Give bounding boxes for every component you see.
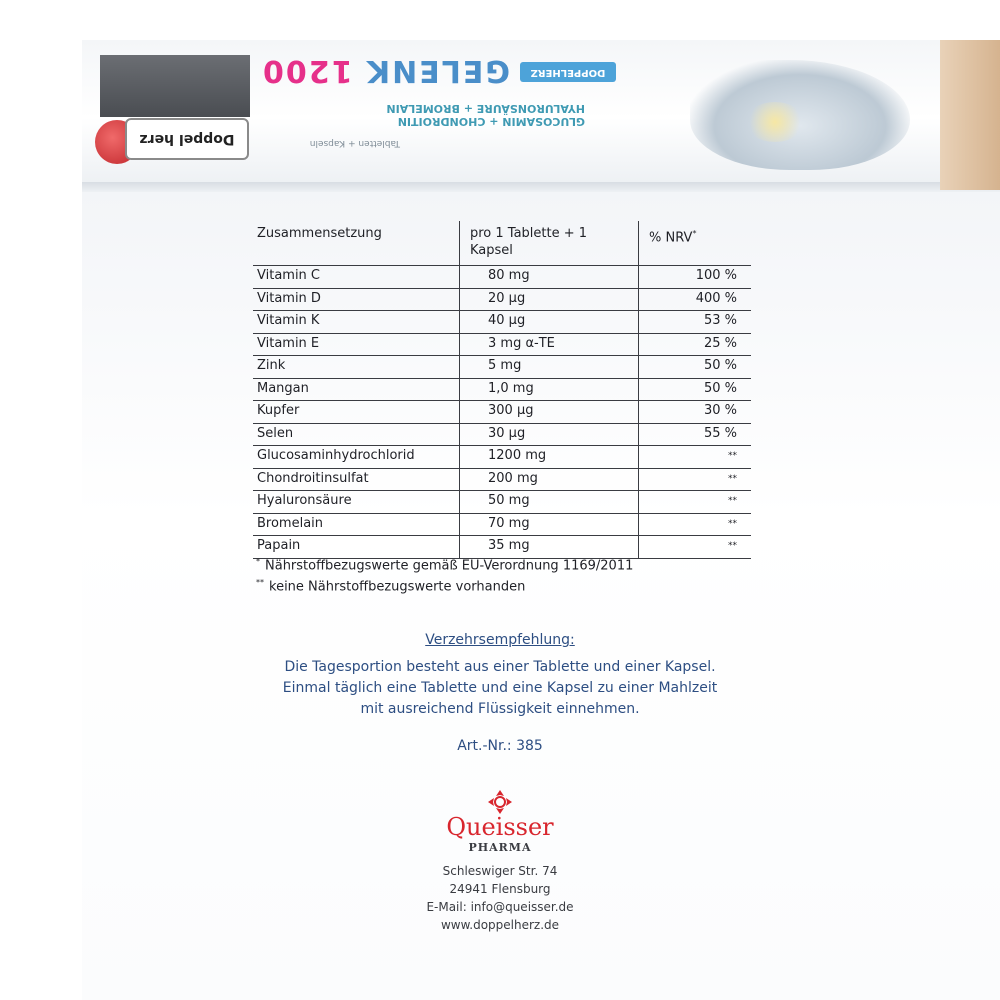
nutrient-nrv: 55 % [639, 423, 752, 446]
table-row [253, 536, 751, 559]
nutrient-amount: 1,0 mg [460, 378, 639, 401]
table-header-row [253, 221, 751, 266]
nutrient-name: Selen [253, 423, 460, 446]
nutrient-name: Glucosaminhydrochlorid [253, 446, 460, 469]
address-email: E-Mail: info@queisser.de [426, 900, 574, 914]
nutrient-name: Mangan [253, 378, 460, 401]
nutrient-name: Bromelain [253, 513, 460, 536]
queisser-logo-icon [486, 788, 514, 816]
company-address [380, 862, 620, 934]
logo-banner [100, 55, 250, 117]
article-number: Art.-Nr.: 385 [457, 738, 543, 754]
nutrient-nrv: 53 % [639, 311, 752, 334]
footnote-1 [256, 557, 633, 573]
brand-logo: Doppel herz [125, 118, 249, 160]
nutrient-amount: 80 mg [460, 266, 639, 289]
table-row [253, 311, 751, 334]
nutrition-table-body [253, 266, 751, 559]
product-name-main: GELENK [364, 53, 510, 88]
table-row [253, 423, 751, 446]
nutrient-nrv: 100 % [639, 266, 752, 289]
nutrient-amount: 70 mg [460, 513, 639, 536]
nutrient-name: Hyaluronsäure [253, 491, 460, 514]
dosage-line-3: mit ausreichend Flüssigkeit einnehmen. [360, 701, 640, 717]
header-nrv [639, 221, 752, 266]
nutrient-amount: 3 mg α-TE [460, 333, 639, 356]
company-subline: PHARMA [468, 841, 532, 854]
table-row [253, 513, 751, 536]
nutrient-amount: 35 mg [460, 536, 639, 559]
footnote-1-mark: * [256, 557, 260, 566]
dosage-recommendation [200, 630, 800, 720]
product-subline [265, 92, 585, 128]
footnote-2-text: keine Nährstoffbezugswerte vorhanden [269, 579, 526, 595]
nutrient-nrv: 50 % [639, 356, 752, 379]
nutrient-nrv: ** [639, 536, 752, 559]
nutrient-nrv: 50 % [639, 378, 752, 401]
nutrient-name: Vitamin K [253, 311, 460, 334]
address-street: Schleswiger Str. 74 [442, 864, 558, 878]
header-per-portion: pro 1 Tablette + 1 Kapsel [460, 221, 639, 266]
product-name-accent: 1200 [260, 53, 353, 88]
table-row [253, 378, 751, 401]
nutrient-amount: 1200 mg [460, 446, 639, 469]
nutrient-name: Vitamin E [253, 333, 460, 356]
knee-glow [745, 102, 805, 142]
product-subline-1: GLUCOSAMIN + CHONDROITIN [397, 115, 585, 128]
table-row [253, 468, 751, 491]
nutrient-amount: 200 mg [460, 468, 639, 491]
nutrient-amount: 50 mg [460, 491, 639, 514]
nutrient-amount: 5 mg [460, 356, 639, 379]
nutrient-name: Zink [253, 356, 460, 379]
nutrient-name: Vitamin D [253, 288, 460, 311]
footnote-2-mark: ** [256, 578, 264, 587]
nutrition-table [253, 221, 751, 559]
dosage-line-2: Einmal täglich eine Tablette und eine Kapsel zu einer Mahlzeit [282, 680, 718, 696]
table-row [253, 266, 751, 289]
dosage-title: Verzehrsempfehlung: [425, 632, 575, 648]
header-nrv-label: % NRV [649, 230, 693, 246]
header-composition: Zusammensetzung [253, 221, 460, 266]
nutrient-name: Kupfer [253, 401, 460, 424]
table-row [253, 491, 751, 514]
nutrient-nrv: 400 % [639, 288, 752, 311]
product-tag: Tabletten + Kapseln [309, 138, 400, 148]
company-name: Queisser [446, 813, 554, 841]
nutrient-nrv: 30 % [639, 401, 752, 424]
table-row [253, 288, 751, 311]
product-name [260, 50, 510, 90]
nutrient-nrv: 25 % [639, 333, 752, 356]
nutrient-amount: 300 µg [460, 401, 639, 424]
footnote-1-text: Nährstoffbezugswerte gemäß EU-Verordnung 1169/2011 [265, 558, 634, 574]
product-badge: DOPPELHERZ [520, 62, 616, 82]
nutrient-nrv: ** [639, 513, 752, 536]
table-row [253, 446, 751, 469]
address-city: 24941 Flensburg [449, 882, 551, 896]
table-row [253, 401, 751, 424]
nutrient-name: Papain [253, 536, 460, 559]
table-row [253, 333, 751, 356]
cardboard-flap [940, 40, 1000, 190]
nutrient-nrv: ** [639, 491, 752, 514]
nutrient-nrv: ** [639, 446, 752, 469]
header-nrv-mark: * [692, 229, 697, 238]
nutrient-name: Vitamin C [253, 266, 460, 289]
nutrient-amount: 30 µg [460, 423, 639, 446]
footnote-2 [256, 578, 525, 594]
nutrient-nrv: ** [639, 468, 752, 491]
product-subline-2: HYALURONSÄURE + BROMELAIN [386, 102, 585, 115]
nutrient-name: Chondroitinsulfat [253, 468, 460, 491]
table-row [253, 356, 751, 379]
dosage-line-1: Die Tagesportion besteht aus einer Tablette und einer Kapsel. [284, 659, 716, 675]
box-edge [82, 182, 1000, 192]
nutrient-amount: 40 µg [460, 311, 639, 334]
address-website: www.doppelherz.de [440, 918, 560, 932]
nutrient-amount: 20 µg [460, 288, 639, 311]
